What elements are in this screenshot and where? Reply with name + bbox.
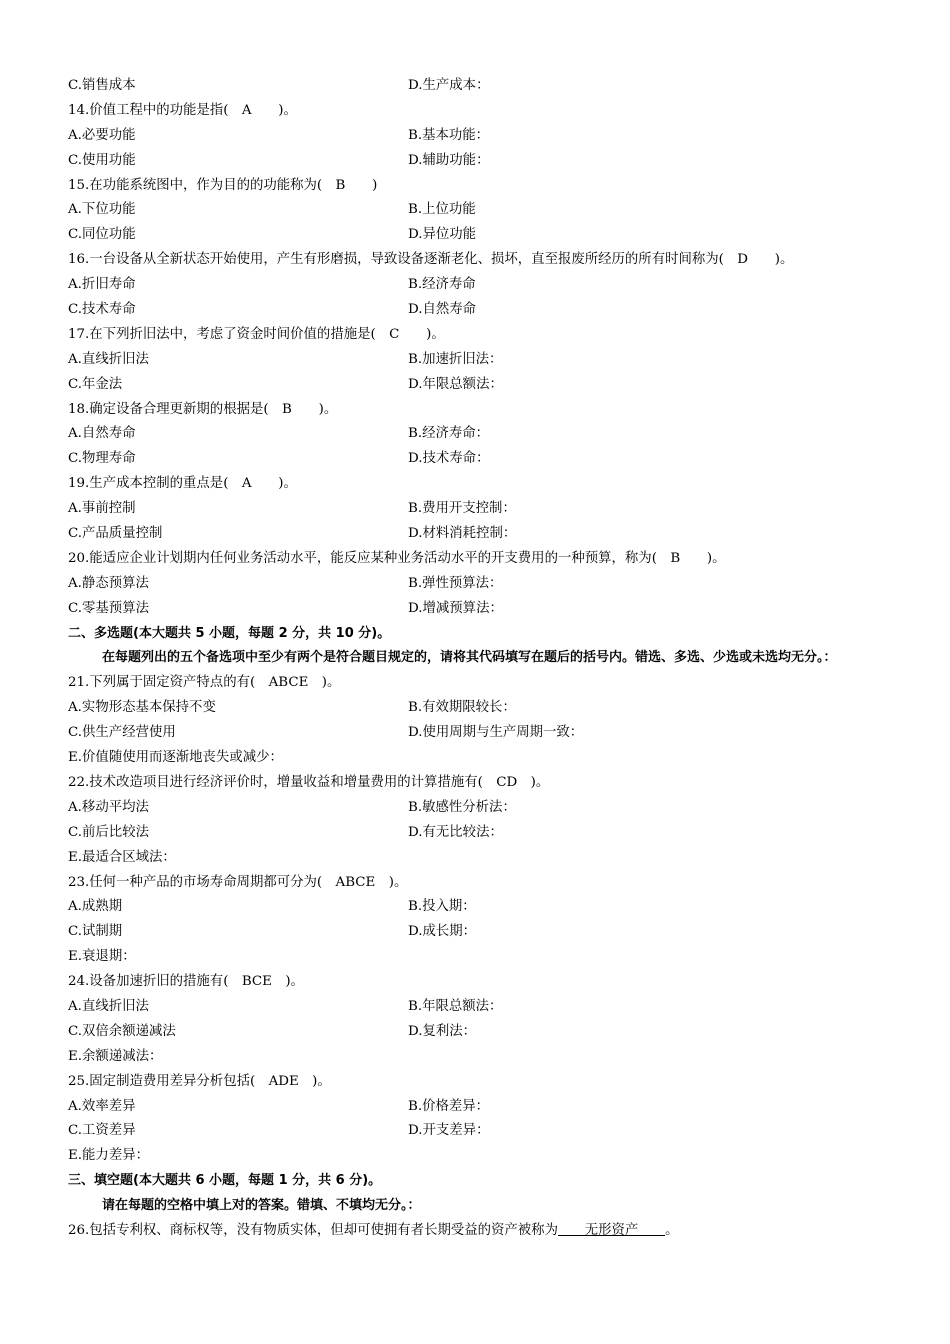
- option-left: C.双倍余额递减法: [68, 1023, 176, 1039]
- option-right: D.异位功能: [408, 227, 477, 243]
- option-right: D.技术寿命：: [408, 451, 490, 467]
- option-right: B.敏感性分析法：: [408, 799, 516, 815]
- question-line: E.余额递减法：: [68, 1048, 163, 1064]
- question-text: 26.包括专利权、商标权等，没有物质实体，但却可使拥有者长期受益的资产被称为: [68, 1223, 558, 1238]
- option-right: B.费用开支控制：: [408, 501, 516, 517]
- question-line: 16.一台设备从全新状态开始使用，产生有形磨损，导致设备逐渐老化、损坏，直至报废所经历的所有时间称为( D )。: [68, 252, 794, 268]
- option-row: [68, 497, 898, 522]
- option-row: [68, 796, 898, 821]
- option-row: [68, 223, 898, 248]
- option-row: [68, 198, 898, 223]
- option-left: A.静态预算法: [68, 575, 149, 591]
- option-row: [68, 1095, 898, 1120]
- option-right: B.价格差异：: [408, 1098, 490, 1114]
- option-left: C.同位功能: [68, 227, 136, 243]
- option-row: [68, 995, 898, 1020]
- option-right: B.上位功能: [408, 202, 476, 218]
- option-right: D.增减预算法：: [408, 600, 503, 616]
- answer-blank: 无形资产: [557, 1223, 666, 1238]
- option-left: A.自然寿命: [68, 426, 136, 442]
- option-left: C.物理寿命: [68, 451, 136, 467]
- option-left: A.效率差异: [68, 1098, 136, 1114]
- option-right: D.材料消耗控制：: [408, 526, 517, 542]
- option-left: A.事前控制: [68, 501, 136, 517]
- question-line: 19.生产成本控制的重点是( A )。: [68, 476, 297, 492]
- option-left: C.供生产经营使用: [68, 725, 176, 741]
- option-row: [68, 821, 898, 846]
- option-left: A.必要功能: [68, 127, 136, 143]
- option-left: C.技术寿命: [68, 302, 136, 318]
- option-left: A.成熟期: [68, 899, 123, 915]
- option-right: D.复利法：: [408, 1023, 477, 1039]
- option-left: A.直线折旧法: [68, 998, 149, 1014]
- section-heading: 三、填空题(本大题共 6 小题，每题 1 分，共 6 分)。: [68, 1173, 382, 1189]
- option-right: D.使用周期与生产周期一致：: [408, 725, 584, 741]
- question-line: 24.设备加速折旧的措施有( BCE )。: [68, 974, 304, 990]
- option-left: C.试制期: [68, 924, 123, 940]
- option-row: [68, 422, 898, 447]
- option-row: [68, 522, 898, 547]
- option-row: [68, 273, 898, 298]
- option-row: [68, 920, 898, 945]
- option-row: [68, 74, 898, 99]
- question-line: 21.下列属于固定资产特点的有( ABCE )。: [68, 675, 341, 691]
- option-right: B.投入期：: [408, 899, 476, 915]
- option-row: [68, 149, 898, 174]
- option-right: D.开支差异：: [408, 1123, 490, 1139]
- option-left: C.前后比较法: [68, 824, 149, 840]
- option-row: [68, 348, 898, 373]
- question-line: 23.任何一种产品的市场寿命周期都可分为( ABCE )。: [68, 874, 408, 890]
- option-left: A.直线折旧法: [68, 351, 149, 367]
- option-left: A.折旧寿命: [68, 277, 136, 293]
- section-heading: 二、多选题(本大题共 5 小题，每题 2 分，共 10 分)。: [68, 625, 391, 641]
- question-end: 。: [665, 1223, 679, 1238]
- option-right: B.弹性预算法：: [408, 575, 503, 591]
- option-right: B.经济寿命: [408, 277, 476, 293]
- option-row: [68, 721, 898, 746]
- option-row: [68, 298, 898, 323]
- option-left: A.实物形态基本保持不变: [68, 700, 216, 716]
- option-right: D.自然寿命: [408, 302, 477, 318]
- option-left: A.移动平均法: [68, 799, 149, 815]
- question-line: 25.固定制造费用差异分析包括( ADE )。: [68, 1073, 331, 1089]
- option-left: A.下位功能: [68, 202, 136, 218]
- option-right: B.加速折旧法：: [408, 351, 503, 367]
- option-right: D.年限总额法：: [408, 376, 503, 392]
- option-row: [68, 895, 898, 920]
- option-right: D.辅助功能：: [408, 152, 490, 168]
- option-row: [68, 597, 898, 622]
- option-left: C.销售成本: [68, 78, 136, 93]
- option-row: [68, 696, 898, 721]
- section-instructions: 在每题列出的五个备选项中至少有两个是符合题目规定的，请将其代码填写在题后的括号内。错选、多选、少选或未选均无分。：: [102, 650, 837, 666]
- option-left: C.使用功能: [68, 152, 136, 168]
- option-right: D.生产成本：: [408, 78, 490, 93]
- option-row: [68, 1020, 898, 1045]
- question-line: 15.在功能系统图中，作为目的的功能称为( B ): [68, 177, 378, 193]
- option-left: C.年金法: [68, 376, 123, 392]
- option-right: B.年限总额法：: [408, 998, 503, 1014]
- option-row: [68, 124, 898, 149]
- question-line: E.价值随使用而逐渐地丧失或减少：: [68, 750, 283, 766]
- option-right: D.成长期：: [408, 924, 477, 940]
- option-row: [68, 447, 898, 472]
- question-line: E.衰退期：: [68, 949, 136, 965]
- option-right: B.基本功能：: [408, 127, 490, 143]
- exam-page: [68, 74, 898, 1244]
- option-right: D.有无比较法：: [408, 824, 503, 840]
- option-row: [68, 1119, 898, 1144]
- question-line: E.最适合区域法：: [68, 849, 176, 865]
- option-left: C.工资差异: [68, 1123, 136, 1139]
- question-line: 14.价值工程中的功能是指( A )。: [68, 102, 297, 118]
- option-left: C.零基预算法: [68, 600, 149, 616]
- question-line: E.能力差异：: [68, 1148, 149, 1164]
- question-line: 22.技术改造项目进行经济评价时，增量收益和增量费用的计算措施有( CD )。: [68, 774, 550, 790]
- question-line: 20.能适应企业计划期内任何业务活动水平，能反应某种业务活动水平的开支费用的一种预算，称为( B )。: [68, 550, 726, 566]
- question-line: 18.确定设备合理更新期的根据是( B )。: [68, 401, 338, 417]
- option-right: B.有效期限较长：: [408, 700, 516, 716]
- option-right: B.经济寿命：: [408, 426, 490, 442]
- option-row: [68, 572, 898, 597]
- question-line: 17.在下列折旧法中，考虑了资金时间价值的措施是( C )。: [68, 326, 445, 342]
- section-instructions: 请在每题的空格中填上对的答案。错填、不填均无分。：: [102, 1198, 421, 1214]
- fill-question: [68, 1219, 898, 1244]
- option-row: [68, 373, 898, 398]
- option-left: C.产品质量控制: [68, 526, 163, 542]
